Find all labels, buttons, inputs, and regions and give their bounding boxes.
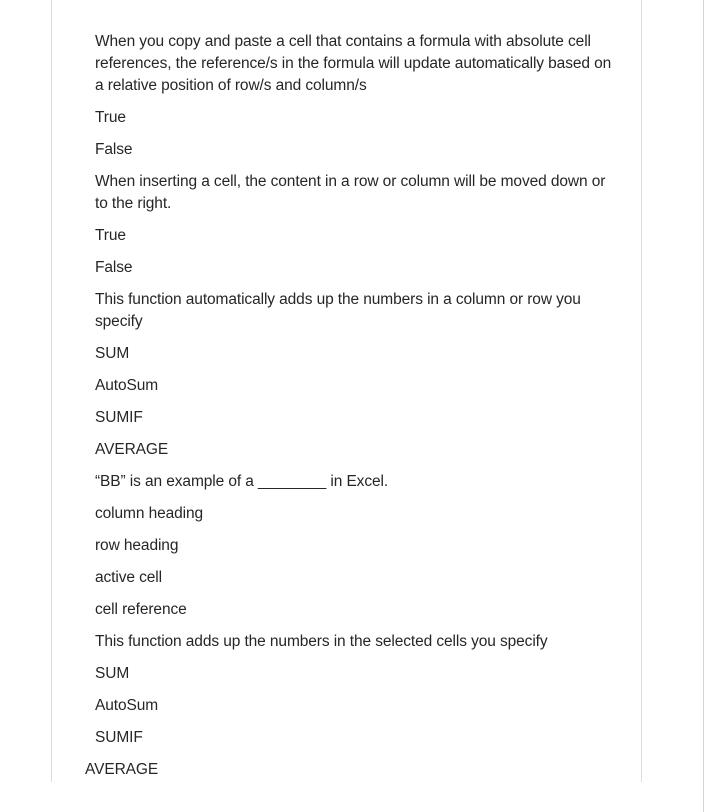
- scrollbar-edge: [703, 0, 704, 812]
- answer-option: AVERAGE: [85, 761, 159, 778]
- question-text: When inserting a cell, the content in a row or column will be moved down or to the right.: [95, 173, 606, 212]
- answer-option: active cell: [95, 569, 162, 586]
- answer-option: SUM: [95, 345, 130, 362]
- answer-option: column heading: [95, 505, 204, 522]
- answer-option: row heading: [95, 537, 179, 554]
- document-page: [51, 0, 642, 782]
- answer-option: False: [95, 259, 133, 276]
- answer-option: SUMIF: [95, 729, 143, 746]
- answer-option: AVERAGE: [95, 441, 169, 458]
- answer-option: cell reference: [95, 601, 187, 618]
- question-text: This function automatically adds up the numbers in a column or row you specify: [95, 291, 581, 330]
- answer-option: False: [95, 141, 133, 158]
- answer-option: AutoSum: [95, 377, 159, 394]
- question-text: “BB” is an example of a ________ in Excel.: [95, 473, 389, 490]
- answer-option: SUMIF: [95, 409, 143, 426]
- question-text: This function adds up the numbers in the selected cells you specify: [95, 633, 548, 650]
- answer-option: True: [95, 227, 126, 244]
- answer-option: True: [95, 109, 126, 126]
- answer-option: AutoSum: [95, 697, 159, 714]
- question-text: When you copy and paste a cell that contains a formula with absolute cell references, the reference/s in the formula will update automatically based on a relative position of row/s and column/s: [95, 33, 612, 94]
- document-content: [52, 26, 641, 786]
- answer-option: SUM: [95, 665, 130, 682]
